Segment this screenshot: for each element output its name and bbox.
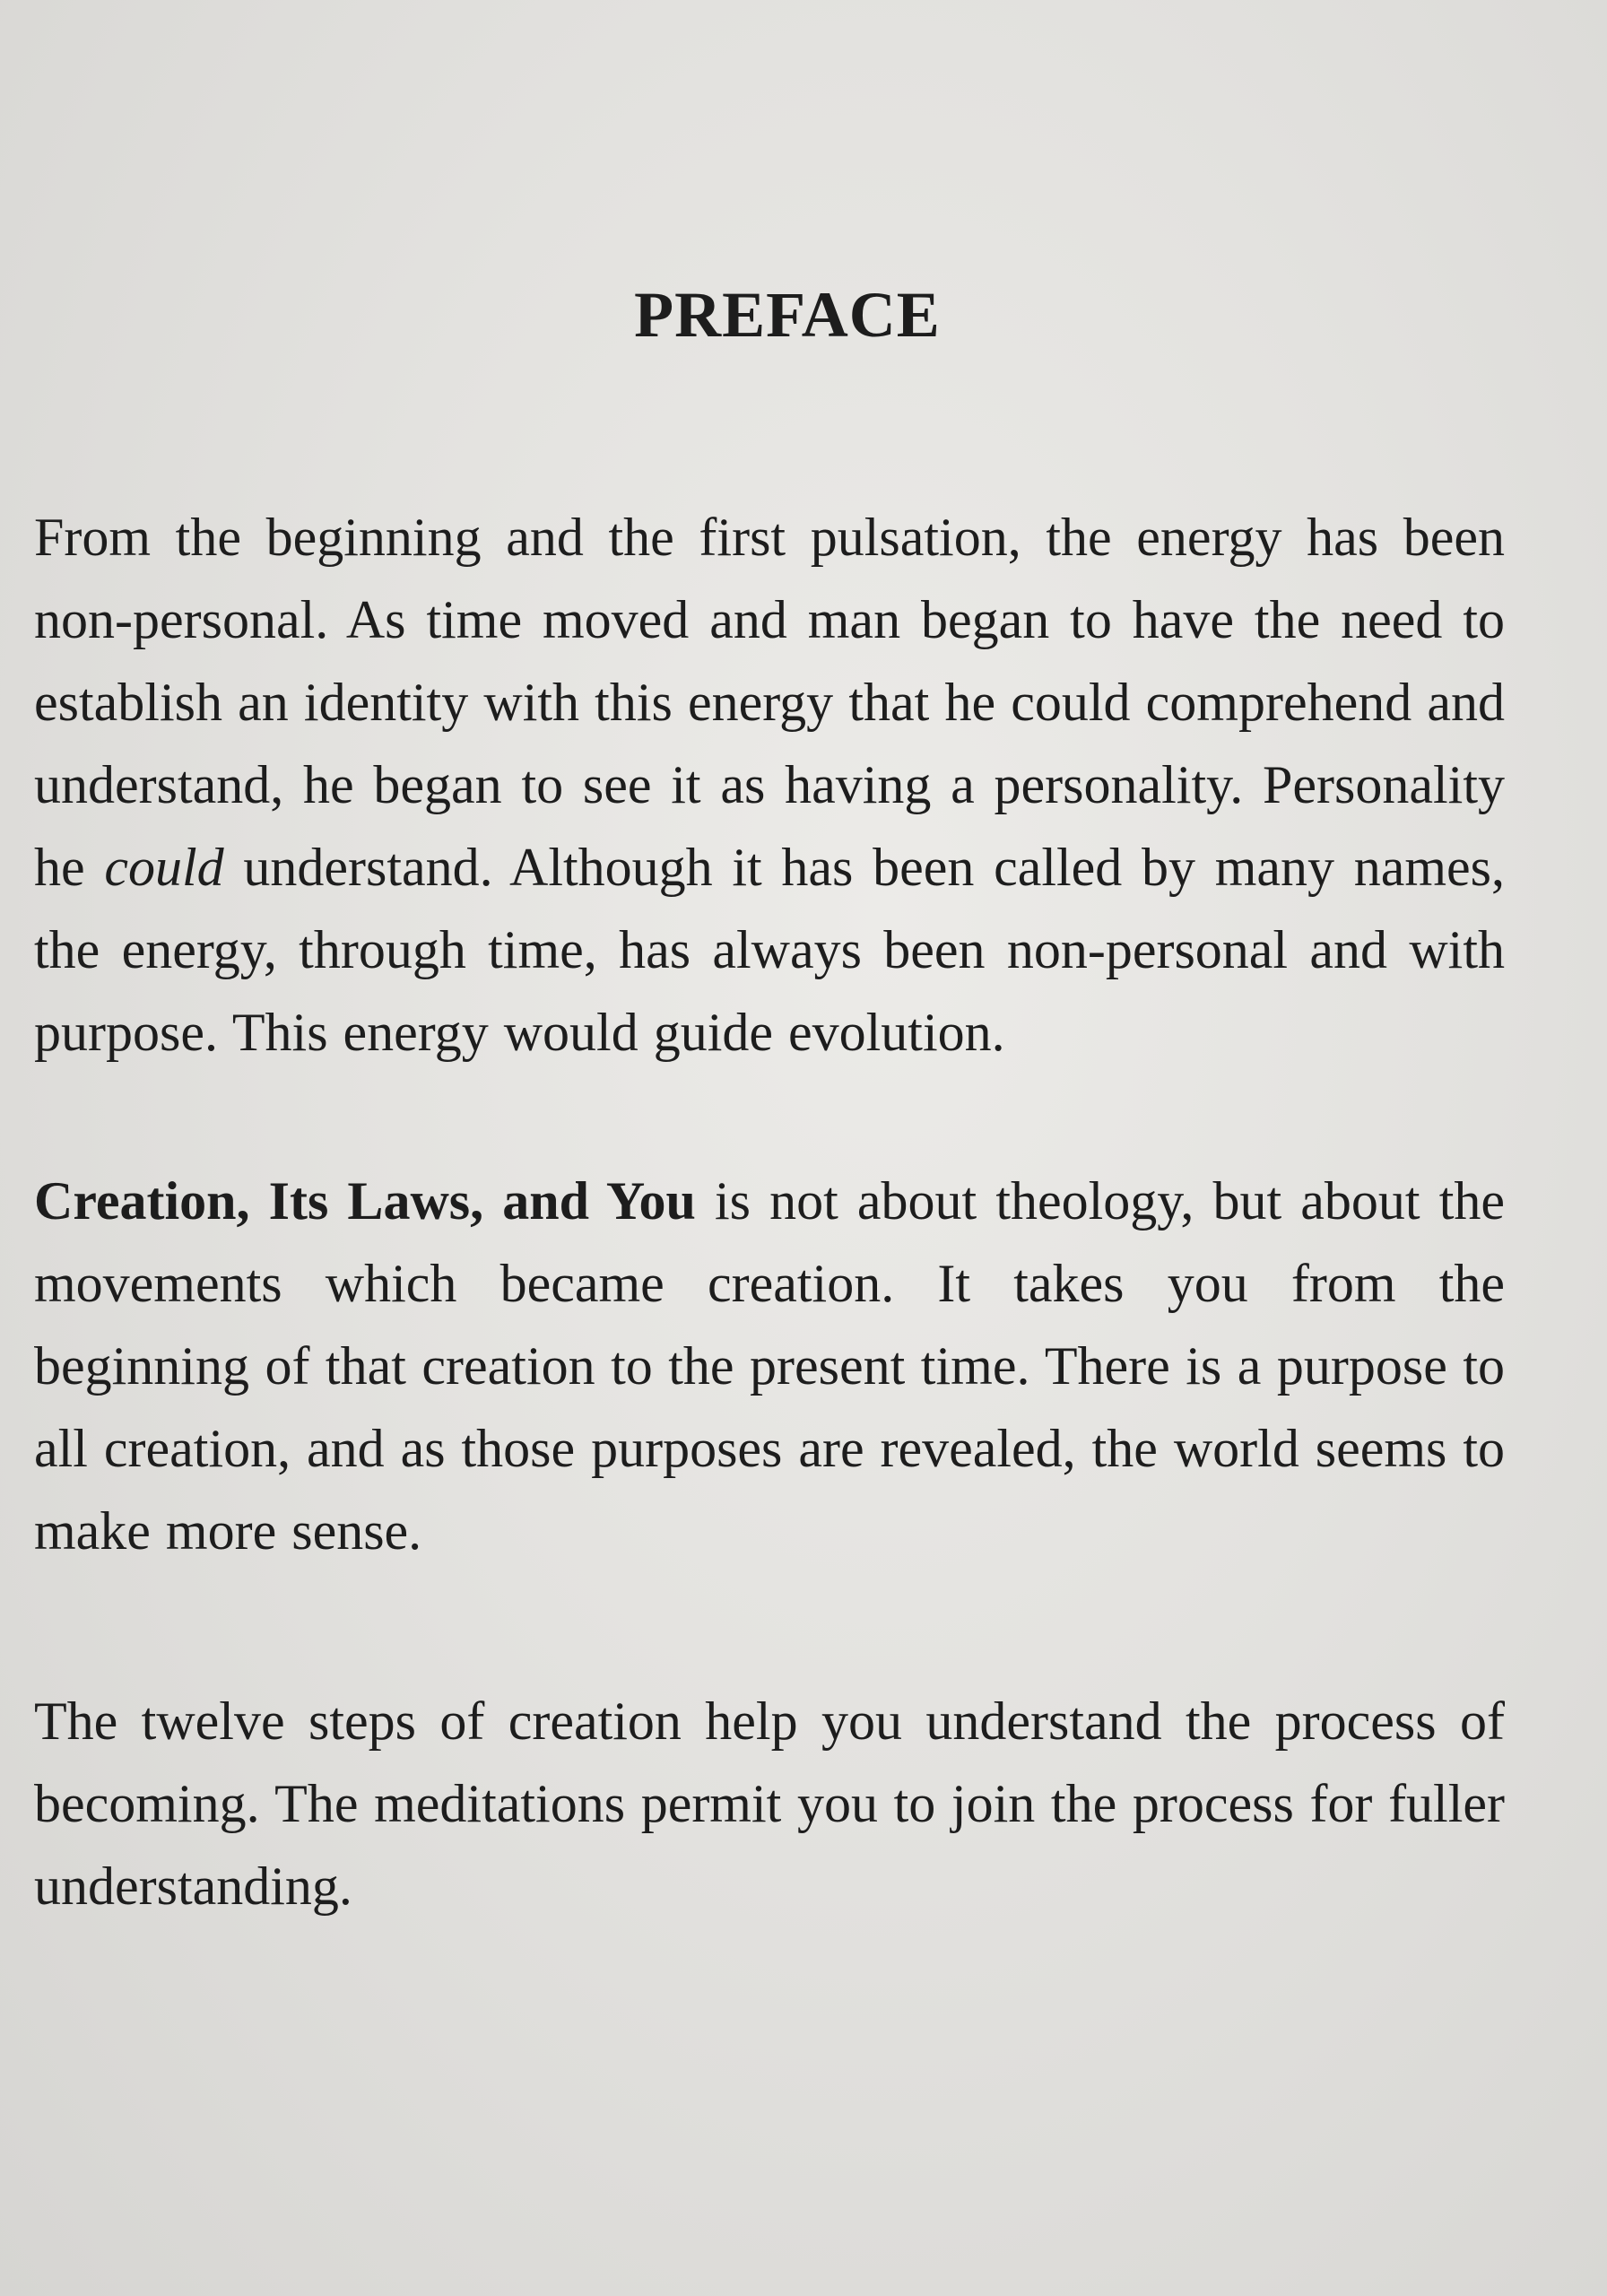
- preface-paragraph-2: [34, 1160, 1505, 1572]
- preface-paragraph-3: [34, 1680, 1505, 1927]
- paragraph-1-emphasis: could: [104, 838, 224, 897]
- paragraph-1-text-end: understand. Although it has been called by many names, the energy, through time, has always been non-personal and with purpose. This energy would guide evolution.: [34, 838, 1505, 1062]
- paragraph-1-text-start: From the beginning and the first pulsation, the energy has been non-personal. As time moved and man began to have the need to establish an identity with this energy that he could comprehend and understand, he began to see it as having a personality. Personality he: [34, 508, 1505, 897]
- preface-paragraph-1: [34, 496, 1505, 1074]
- paragraph-2-text: is not about theology, but about the movements which became creation. It takes you from the beginning of that creation to the present time. There is a purpose to all creation, and as those purposes are revealed, the world seems to make more sense.: [34, 1171, 1505, 1561]
- paragraph-3-text: The twelve steps of creation help you understand the process of becoming. The meditations permit you to join the process for fuller understanding.: [34, 1692, 1505, 1916]
- page-title: PREFACE: [634, 279, 941, 351]
- preface-content: [34, 278, 1505, 1927]
- book-title: Creation, Its Laws, and You: [34, 1171, 696, 1231]
